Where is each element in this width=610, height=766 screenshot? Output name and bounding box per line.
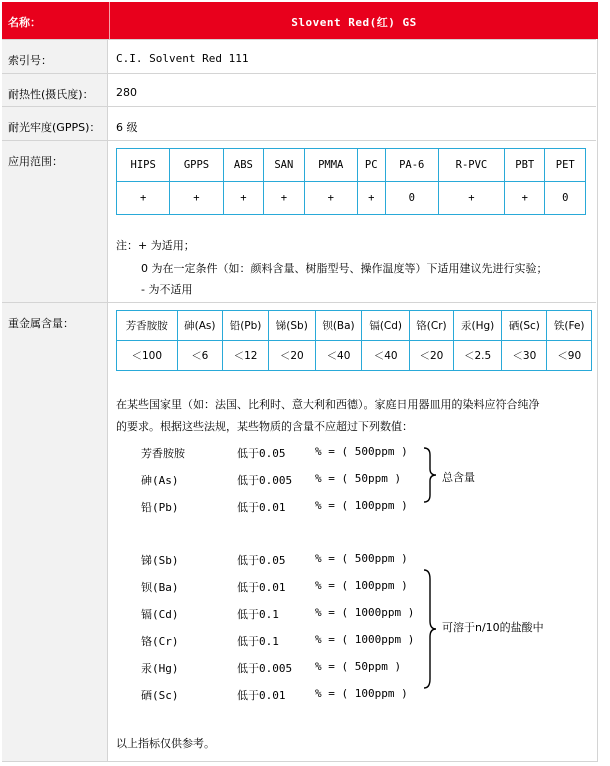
- heat-value: 280: [116, 86, 137, 99]
- application-column-header-8: PBT: [505, 149, 545, 182]
- substance-limit: 低于0.01: [237, 689, 286, 702]
- substance-ppm: % = ( 50ppm ): [315, 472, 402, 485]
- application-table: [116, 148, 586, 215]
- footer-note: 以上指标仅供参考。: [116, 737, 215, 750]
- metal-column-header-6: 铬(Cr): [409, 311, 453, 341]
- header-label: 名称：: [8, 16, 41, 29]
- substance-ppm: % = ( 100ppm ): [315, 687, 408, 700]
- heavy-metal-content: [109, 303, 596, 761]
- group2-label: 可溶于n/10的盐酸中: [442, 621, 544, 634]
- application-cell-8: +: [505, 182, 545, 215]
- application-column-header-0: HIPS: [117, 149, 170, 182]
- application-cell-3: +: [264, 182, 304, 215]
- heat-row: [2, 73, 596, 107]
- substance-name: 硒(Sc): [141, 689, 179, 702]
- application-cell-6: 0: [385, 182, 438, 215]
- brace-icon-soluble: [422, 569, 438, 689]
- application-cell-0: +: [117, 182, 170, 215]
- header-row: [2, 2, 598, 39]
- product-sheet: [2, 2, 606, 762]
- group1-label: 总含量: [442, 471, 475, 484]
- application-column-header-5: PC: [357, 149, 385, 182]
- application-cell-1: +: [170, 182, 223, 215]
- substance-ppm: % = ( 500ppm ): [315, 445, 408, 458]
- metal-limit-cell-8: ＜30: [502, 341, 547, 371]
- application-content: [109, 141, 596, 303]
- substance-name: 锑(Sb): [141, 554, 179, 567]
- note-line-3: - 为不适用: [141, 283, 193, 296]
- substance-name: 铬(Cr): [141, 635, 179, 648]
- application-cell-5: +: [357, 182, 385, 215]
- substance-name: 芳香胺胺: [141, 447, 185, 460]
- application-cell-7: +: [438, 182, 504, 215]
- substance-name: 钡(Ba): [141, 581, 179, 594]
- metal-column-header-7: 汞(Hg): [454, 311, 502, 341]
- substance-limit: 低于0.05: [237, 447, 286, 460]
- intro-line-1: 在某些国家里（如：法国、比利时、意大利和西德）。家庭日用器皿用的染料应符合纯净: [116, 398, 540, 411]
- metal-column-header-4: 钡(Ba): [315, 311, 362, 341]
- metal-limit-cell-7: ＜2.5: [454, 341, 502, 371]
- metal-limit-cell-5: ＜40: [362, 341, 409, 371]
- substance-name: 镉(Cd): [141, 608, 179, 621]
- metal-limit-cell-9: ＜90: [547, 341, 592, 371]
- metal-limit-cell-0: ＜100: [117, 341, 178, 371]
- substance-name: 铅(Pb): [141, 501, 179, 514]
- limits-list: [109, 303, 589, 743]
- application-cell-2: +: [223, 182, 263, 215]
- metal-limit-cell-6: ＜20: [409, 341, 453, 371]
- substance-ppm: % = ( 100ppm ): [315, 579, 408, 592]
- light-label: 耐光牢度(GPPS)：: [2, 107, 108, 141]
- substance-ppm: % = ( 1000ppm ): [315, 633, 415, 646]
- light-value: 6 级: [116, 121, 138, 134]
- index-value: C.I. Solvent Red 111: [116, 52, 249, 65]
- application-column-header-2: ABS: [223, 149, 263, 182]
- heavy-metal-label: 重金属含量：: [2, 303, 108, 761]
- metal-column-header-1: 砷(As): [177, 311, 223, 341]
- substance-limit: 低于0.005: [237, 662, 293, 675]
- metal-limit-cell-1: ＜6: [177, 341, 223, 371]
- application-column-header-1: GPPS: [170, 149, 223, 182]
- substance-limit: 低于0.01: [237, 581, 286, 594]
- heat-label: 耐热性(摄氏度)：: [2, 74, 108, 107]
- metal-column-header-0: 芳香胺胺: [117, 311, 178, 341]
- application-column-header-4: PMMA: [304, 149, 357, 182]
- application-row: [2, 140, 596, 303]
- metal-limit-cell-2: ＜12: [223, 341, 269, 371]
- application-column-header-6: PA-6: [385, 149, 438, 182]
- metal-column-header-9: 铁(Fe): [547, 311, 592, 341]
- product-name: Slovent Red(红) GS: [291, 16, 417, 29]
- substance-limit: 低于0.1: [237, 608, 279, 621]
- metal-column-header-8: 硒(Sc): [502, 311, 547, 341]
- substance-limit: 低于0.1: [237, 635, 279, 648]
- metal-limit-cell-3: ＜20: [269, 341, 315, 371]
- application-cell-9: 0: [545, 182, 586, 215]
- note-line-1: 注：+ 为适用；: [116, 239, 195, 252]
- application-cell-4: +: [304, 182, 357, 215]
- substance-ppm: % = ( 100ppm ): [315, 499, 408, 512]
- metal-column-header-2: 铅(Pb): [223, 311, 269, 341]
- application-label: 应用范围：: [2, 141, 108, 303]
- substance-name: 砷(As): [141, 474, 179, 487]
- heavy-metal-row: [2, 302, 596, 761]
- substance-limit: 低于0.01: [237, 501, 286, 514]
- application-column-header-9: PET: [545, 149, 586, 182]
- index-row: [2, 39, 596, 74]
- substance-name: 汞(Hg): [141, 662, 179, 675]
- metal-limit-cell-4: ＜40: [315, 341, 362, 371]
- substance-ppm: % = ( 50ppm ): [315, 660, 402, 673]
- index-label: 索引号：: [2, 40, 108, 74]
- note-line-2: 0 为在一定条件（如：颜料含量、树脂型号、操作温度等）下适用建议先进行实验；: [141, 262, 548, 275]
- substance-limit: 低于0.005: [237, 474, 293, 487]
- application-column-header-7: R-PVC: [438, 149, 504, 182]
- substance-ppm: % = ( 500ppm ): [315, 552, 408, 565]
- substance-ppm: % = ( 1000ppm ): [315, 606, 415, 619]
- light-row: [2, 106, 596, 141]
- substance-limit: 低于0.05: [237, 554, 286, 567]
- brace-icon-total: [422, 447, 438, 503]
- metal-column-header-5: 镉(Cd): [362, 311, 409, 341]
- metal-column-header-3: 锑(Sb): [269, 311, 315, 341]
- application-column-header-3: SAN: [264, 149, 304, 182]
- intro-line-2: 的要求。根据这些法规，某些物质的含量不应超过下列数值：: [116, 420, 413, 433]
